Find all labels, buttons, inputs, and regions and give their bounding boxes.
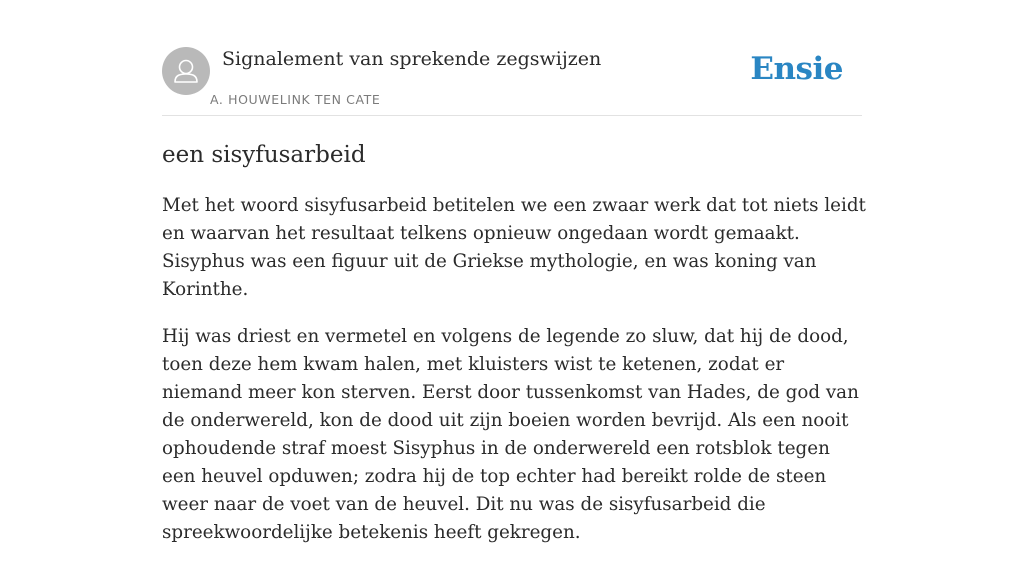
entry-content [162, 192, 867, 566]
book-title-link[interactable]: Signalement van sprekende zegswijzen [222, 48, 602, 70]
ensie-logo[interactable]: Ensie [750, 51, 843, 87]
author-avatar[interactable] [162, 47, 210, 95]
author-link[interactable]: A. HOUWELINK TEN CATE [210, 92, 381, 107]
entry-title: een sisyfusarbeid [162, 142, 366, 168]
user-avatar-icon [162, 47, 210, 95]
entry-paragraph: Met het woord sisyfusarbeid betitelen we een zwaar werk dat tot niets leidt en waarvan het resultaat telkens opnieuw ongedaan wordt gemaakt. Sisyphus was een figuur uit de Griekse mythologie, en was koning van Korinthe. [162, 195, 866, 300]
header-divider [162, 115, 862, 116]
entry-paragraph: Hij was driest en vermetel en volgens de legende zo sluw, dat hij de dood, toen deze hem kwam halen, met kluisters wist te ketenen, zodat er niemand meer kon sterven. Eerst door tussenkomst van Hades, de god van de onderwereld, kon de dood uit zijn boeien worden bevrijd. Als een nooit ophoudende straf moest Sisyphus in de onderwereld een rotsblok tegen een heuvel opduwen; zodra hij de top echter had bereikt rolde de steen weer naar de voet van de heuvel. Dit nu was de sisyfusarbeid die spreekwoordelijke betekenis heeft gekregen. [162, 326, 859, 543]
